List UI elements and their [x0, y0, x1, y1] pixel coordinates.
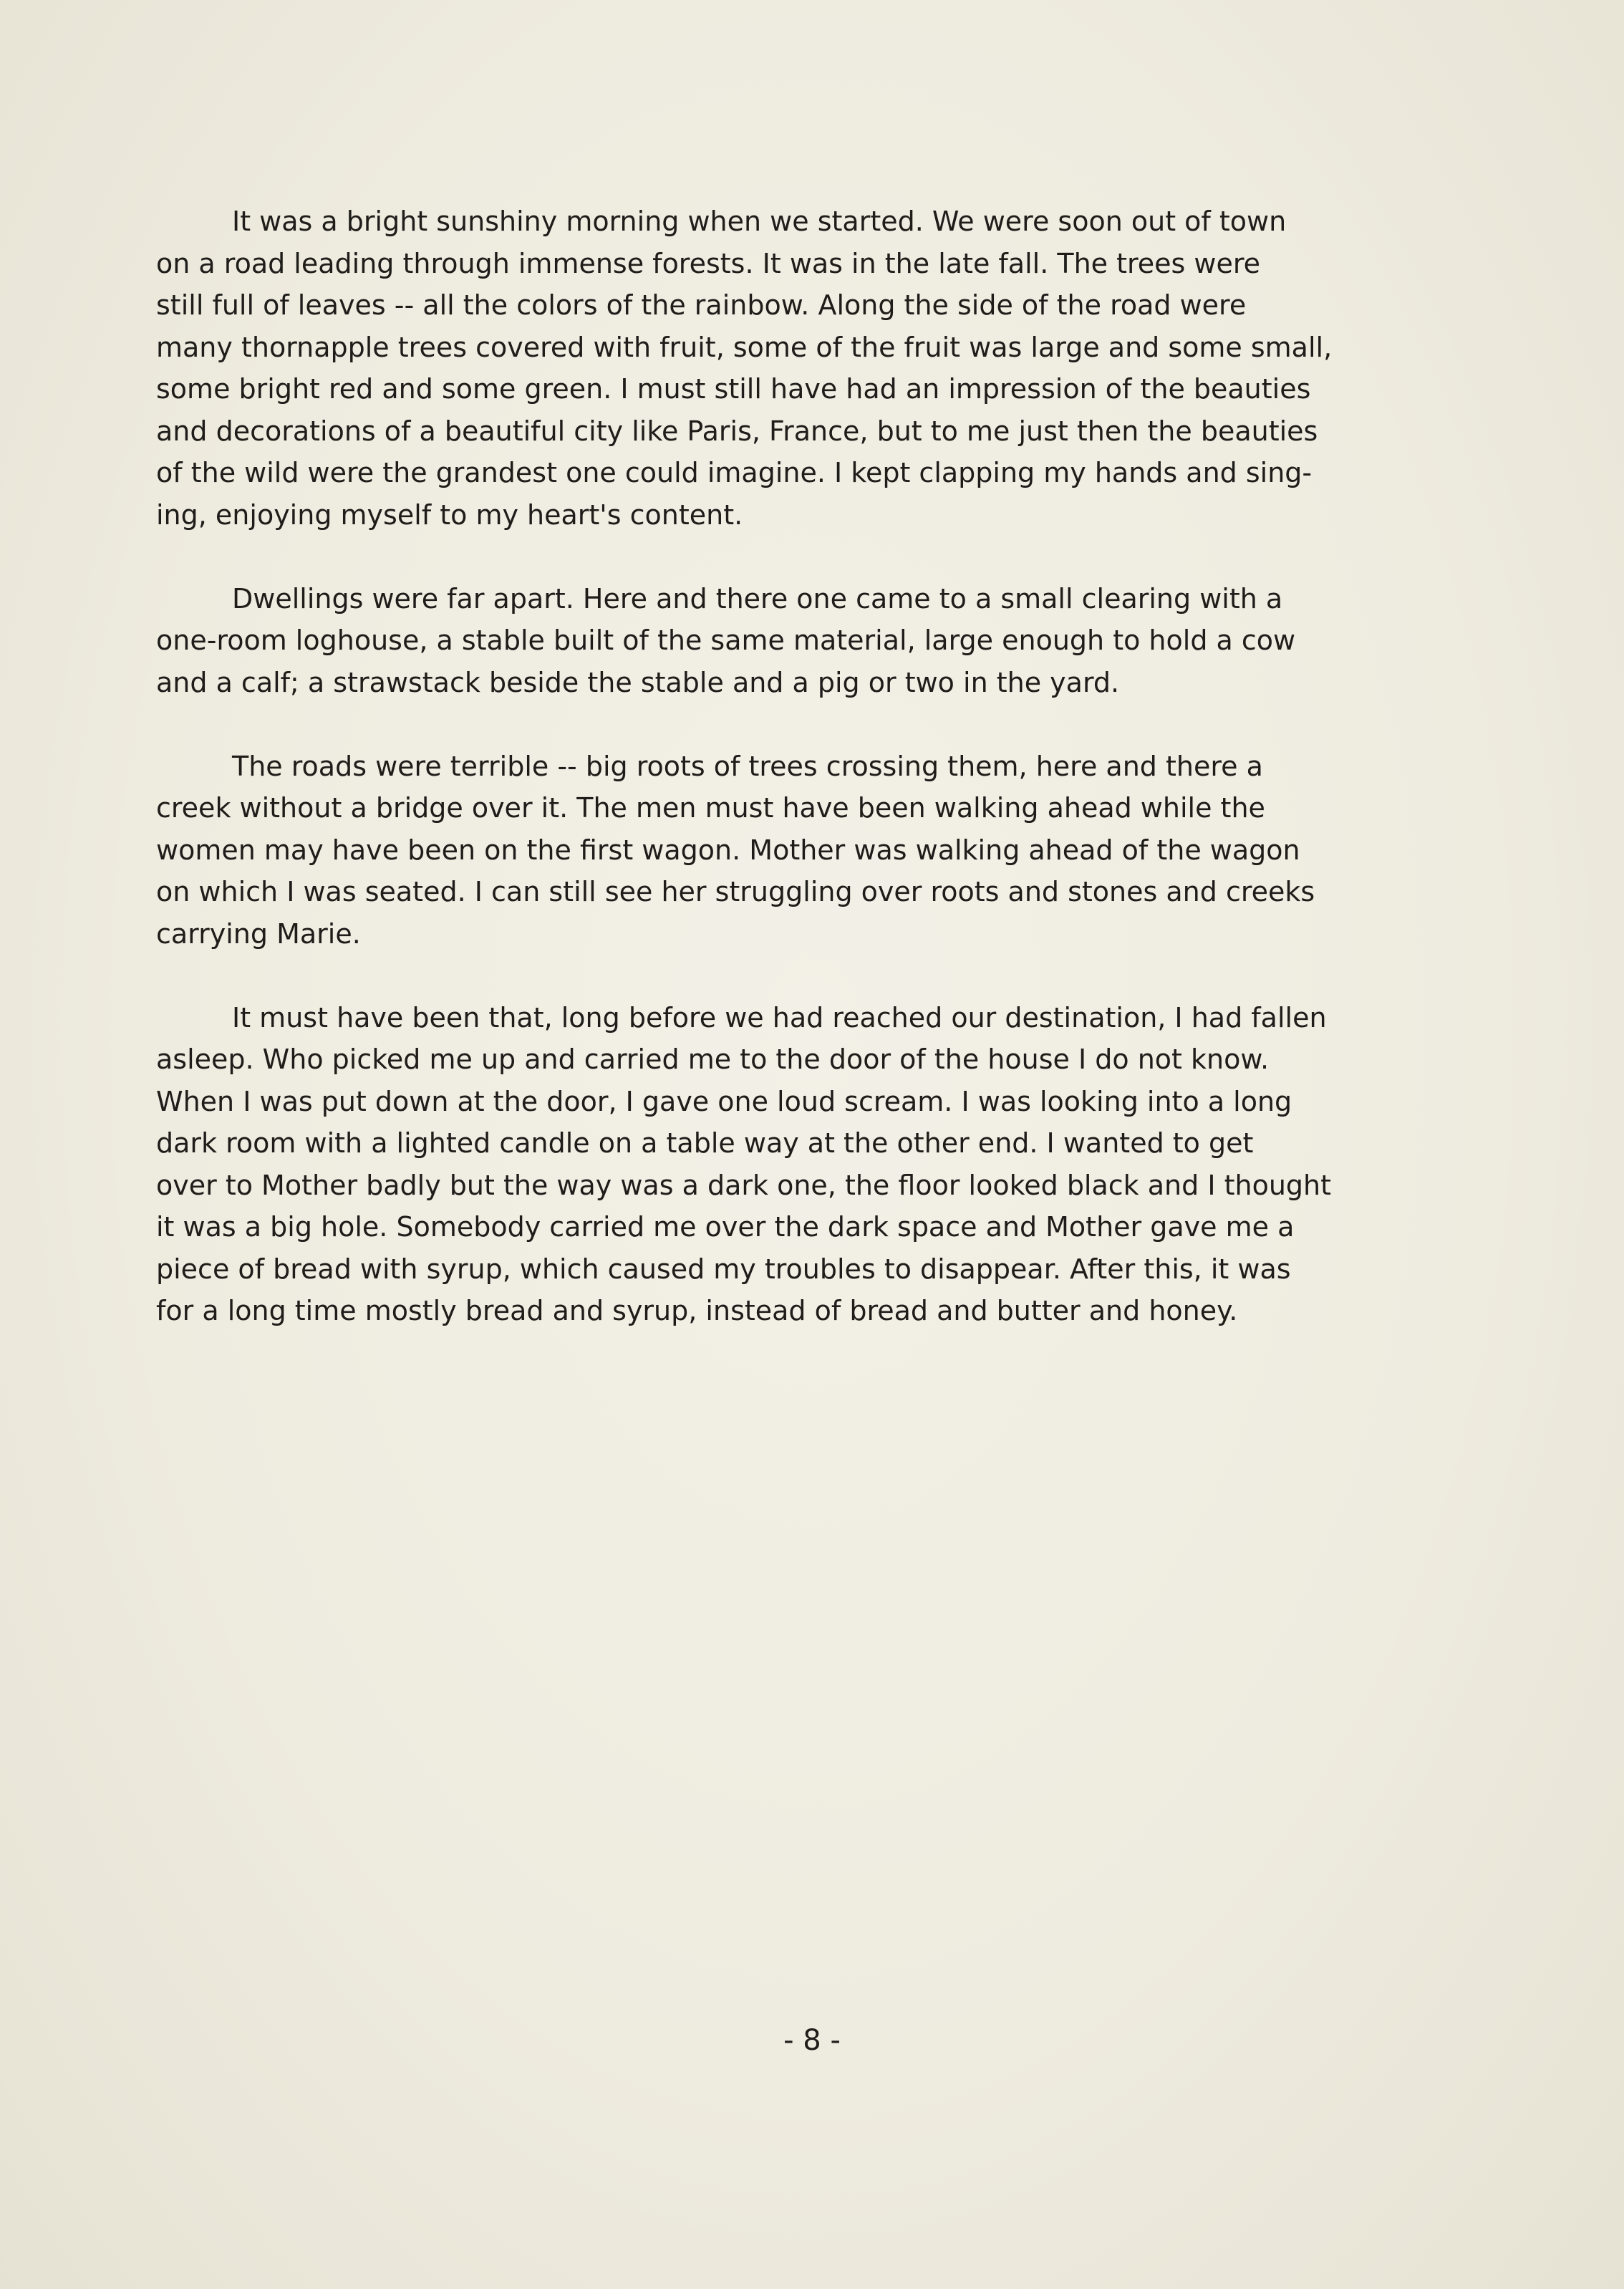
text-line: one-room loghouse, a stable built of the same material, large enough to hold a cow [156, 625, 1296, 656]
text-line: Dwellings were far apart. Here and there one came to a small clearing with a [232, 582, 1283, 615]
text-line: of the wild were the grandest one could imagine. I kept clapping my hands and sing- [156, 457, 1313, 488]
text-line: on which I was seated. I can still see her struggling over roots and stones and creeks [156, 876, 1315, 907]
text-line: it was a big hole. Somebody carried me over the dark space and Mother gave me a [156, 1211, 1295, 1243]
text-line: piece of bread with syrup, which caused my troubles to disappear. After this, it was [156, 1253, 1291, 1285]
page-number: - 8 - [783, 2024, 841, 2057]
text-line: some bright red and some green. I must still have had an impression of the beauties [156, 373, 1311, 405]
text-line: carrying Marie. [156, 917, 361, 950]
text-line: dark room with a lighted candle on a table way at the other end. I wanted to get [156, 1127, 1254, 1159]
text-line: It was a bright sunshiny morning when we started. We were soon out of town [232, 206, 1287, 237]
text-line: on a road leading through immense forests. It was in the late fall. The trees were [156, 247, 1261, 279]
text-line: It must have been that, long before we had reached our destination, I had fallen [232, 1001, 1327, 1033]
text-line: creek without a bridge over it. The men must have been walking ahead while the [156, 792, 1265, 824]
text-line: women may have been on the first wagon. Mother was walking ahead of the wagon [156, 834, 1300, 866]
text-line: for a long time mostly bread and syrup, instead of bread and butter and honey. [156, 1295, 1238, 1326]
paragraph-4 [156, 997, 1517, 1332]
text-line: and decorations of a beautiful city like Paris, France, but to me just then the beauties [156, 415, 1318, 447]
paragraph-3 [156, 746, 1517, 955]
text-line: The roads were terrible -- big roots of trees crossing them, here and there a [232, 750, 1263, 782]
paragraph-2 [156, 578, 1517, 704]
text-line: When I was put down at the door, I gave one loud scream. I was looking into a long [156, 1085, 1292, 1117]
body-text [156, 201, 1517, 1374]
text-line: ing, enjoying myself to my heart's content. [156, 498, 743, 531]
text-line: many thornapple trees covered with fruit, some of the fruit was large and some small, [156, 331, 1333, 363]
text-line: over to Mother badly but the way was a dark one, the floor looked black and I thought [156, 1169, 1332, 1201]
text-line: still full of leaves -- all the colors of the rainbow. Along the side of the road were [156, 289, 1247, 321]
text-line: asleep. Who picked me up and carried me to the door of the house I do not know. [156, 1044, 1270, 1075]
paragraph-1 [156, 201, 1517, 536]
text-line: and a calf; a strawstack beside the stable and a pig or two in the yard. [156, 666, 1120, 698]
